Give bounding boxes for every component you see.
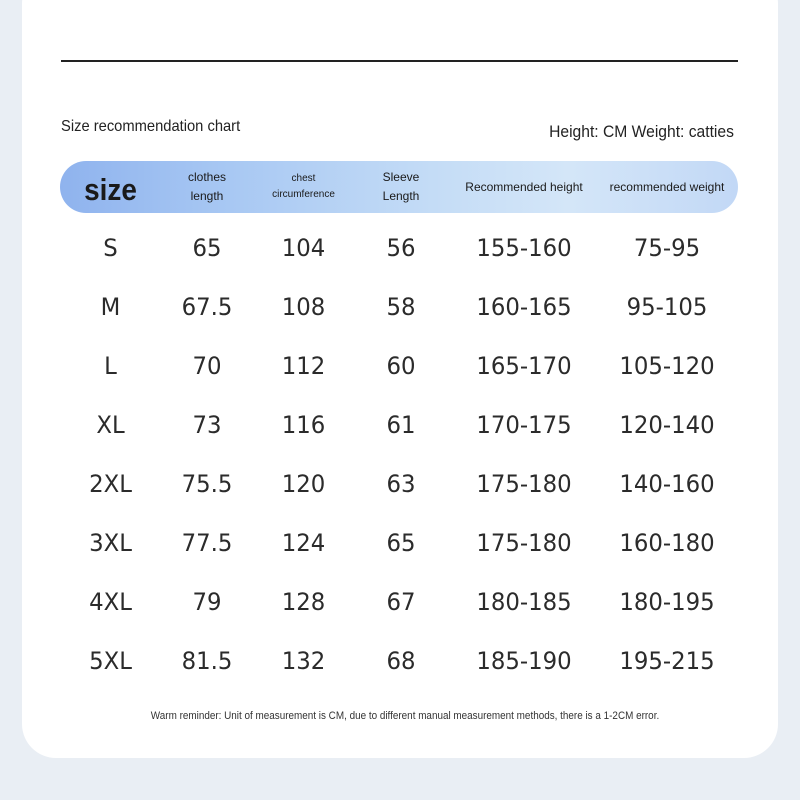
cell-chest: 128 [281,587,326,616]
cell-size: 3XL [89,528,132,557]
cell-chest: 116 [281,410,326,439]
table-row [60,395,738,454]
header-chest-circumference: chest circumference [272,173,335,200]
cell-height: 170-175 [476,410,572,439]
cell-height: 175-180 [476,469,572,498]
cell-weight: 160-180 [619,528,715,557]
cell-clothes-length: 81.5 [181,646,233,675]
cell-clothes-length: 79 [192,587,222,616]
cell-size: 5XL [89,646,132,675]
cell-weight: 105-120 [619,351,715,380]
header-size: size [84,172,137,207]
warm-reminder: Warm reminder: Unit of measurement is CM, due to different manual measurement methods, there is a 1-2CM error. [150,710,660,722]
cell-size: M [100,292,121,321]
cell-weight: 195-215 [619,646,715,675]
cell-height: 155-160 [476,233,572,262]
cell-sleeve: 63 [386,469,416,498]
cell-sleeve: 61 [386,410,416,439]
cell-clothes-length: 70 [192,351,222,380]
cell-sleeve: 60 [386,351,416,380]
table-row [60,336,738,395]
table-row [60,218,738,277]
table-row [60,513,738,572]
cell-weight: 180-195 [619,587,715,616]
cell-sleeve: 68 [386,646,416,675]
table-body [60,218,738,690]
header-recommended-weight: recommended weight [609,179,725,194]
cell-size: 2XL [89,469,132,498]
cell-size: 4XL [89,587,132,616]
cell-clothes-length: 67.5 [181,292,233,321]
header-recommended-height: Recommended height [465,179,583,194]
header-clothes-length: clothes length [187,170,227,203]
table-row [60,631,738,690]
cell-sleeve: 67 [386,587,416,616]
cell-height: 175-180 [476,528,572,557]
table-row [60,277,738,336]
cell-chest: 112 [281,351,326,380]
cell-weight: 75-95 [633,233,701,262]
cell-height: 185-190 [476,646,572,675]
cell-chest: 104 [281,233,326,262]
table-row [60,572,738,631]
cell-sleeve: 58 [386,292,416,321]
cell-size: L [104,351,117,380]
cell-clothes-length: 77.5 [181,528,233,557]
header-sleeve-length: Sleeve Length [382,170,420,203]
cell-chest: 132 [281,646,326,675]
cell-weight: 95-105 [626,292,708,321]
cell-weight: 140-160 [619,469,715,498]
cell-chest: 108 [281,292,326,321]
cell-height: 165-170 [476,351,572,380]
units-note: Height: CM Weight: catties [549,122,734,141]
cell-size: S [103,233,118,262]
cell-clothes-length: 75.5 [181,469,233,498]
cell-sleeve: 65 [386,528,416,557]
cell-clothes-length: 73 [192,410,222,439]
cell-chest: 124 [281,528,326,557]
cell-chest: 120 [281,469,326,498]
top-divider [61,60,738,62]
chart-title: Size recommendation chart [61,118,241,135]
cell-clothes-length: 65 [192,233,222,262]
cell-size: XL [96,410,125,439]
table-header [60,161,738,213]
cell-height: 160-165 [476,292,572,321]
table-row [60,454,738,513]
cell-weight: 120-140 [619,410,715,439]
cell-height: 180-185 [476,587,572,616]
cell-sleeve: 56 [386,233,416,262]
